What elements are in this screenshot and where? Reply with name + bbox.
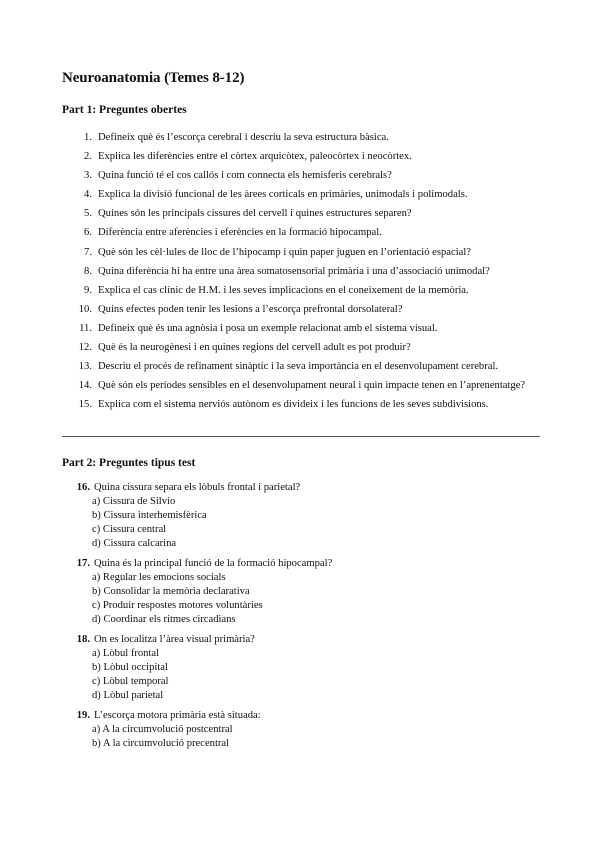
question-text: Quines són les principals cissures del cervell i quines estructures separen? [98, 208, 412, 220]
question-number: 18. [76, 634, 90, 645]
test-question [62, 481, 582, 495]
question-text: Defineix què és l’escorça cerebral i descriu la seva estructura bàsica. [98, 132, 389, 143]
question-text: Explica les diferències entre el còrtex arquicòtex, paleocòrtex i neocòrtex. [98, 151, 412, 163]
open-question-item [62, 185, 582, 204]
open-question-item [62, 262, 582, 281]
answer-option: c) Cissura central [92, 524, 167, 535]
question-text: L’escorça motora primària està situada: [94, 710, 261, 721]
question-text: Quina és la principal funció de la formació hipocampal? [94, 558, 333, 569]
open-question-item [62, 281, 582, 300]
test-question-item [62, 709, 582, 751]
question-number: 5. [84, 208, 92, 220]
question-number: 3. [84, 170, 92, 182]
open-question-item [62, 128, 582, 147]
question-number: 6. [84, 227, 92, 239]
question-text: Quina cissura separa els lòbuls frontal i parietal? [94, 482, 301, 493]
open-question-item [62, 357, 582, 376]
question-text: Explica com el sistema nerviós autònom es divideix i les funcions de les seves subdivisions. [98, 399, 489, 411]
question-number: 8. [84, 265, 92, 277]
test-question [62, 633, 582, 647]
open-question-item [62, 147, 582, 166]
open-questions-list [62, 128, 582, 414]
part1-heading: Part 1: Preguntes obertes [62, 104, 187, 116]
open-question-item [62, 319, 582, 338]
question-number: 4. [84, 189, 92, 201]
open-question-item [62, 338, 582, 357]
open-question-item [62, 300, 582, 319]
open-question-item [62, 243, 582, 262]
question-text: Explica la divisió funcional de les àrees corticals en primàries, unimodals i polimodals. [98, 189, 468, 201]
answer-option: a) A la circumvolució postcentral [92, 724, 233, 735]
open-question-item [62, 204, 582, 223]
question-number: 14. [78, 380, 92, 392]
answer-option: a) Regular les emocions socials [92, 572, 226, 583]
test-question [62, 557, 582, 571]
question-text: Descriu el procés de refinament sinàptic i la seva importància en el desenvolupament cerebral. [98, 361, 499, 373]
question-text: Explica el cas clínic de H.M. i les seves implicacions en el coneixement de la memòria. [98, 284, 469, 296]
question-text: Quina funció té el cos callós i com connecta els hemisferis cerebrals? [98, 170, 392, 182]
question-number: 16. [76, 482, 90, 493]
question-number: 2. [84, 151, 92, 163]
test-question-item [62, 557, 582, 627]
question-number: 17. [76, 558, 90, 569]
question-text: Què són les cèl·lules de lloc de l’hipocamp i quin paper juguen en l’orientació espacial? [98, 246, 472, 258]
open-question-item [62, 166, 582, 185]
question-number: 10. [78, 303, 92, 315]
question-text: Defineix què és una agnòsia i posa un exemple relacionat amb el sistema visual. [98, 322, 438, 334]
answer-option: d) Lòbul parietal [92, 690, 164, 701]
question-number: 9. [84, 284, 92, 296]
document-title: Neuroanatomia (Temes 8-12) [62, 70, 245, 86]
section-divider [62, 436, 540, 437]
answer-option: b) Lòbul occipital [92, 662, 168, 673]
question-text: Què són els períodes sensibles en el desenvolupament neural i quin impacte tenen en l’aprenentatge? [98, 380, 526, 392]
question-number: 7. [84, 246, 92, 258]
answer-option: b) A la circumvolució precentral [92, 738, 230, 749]
question-text: Quins efectes poden tenir les lesions a l’escorça prefrontal dorsolateral? [98, 303, 403, 315]
question-number: 15. [78, 399, 92, 411]
test-question-item [62, 481, 582, 551]
question-text: Diferència entre aferències i eferències en la formació hipocampal. [98, 227, 382, 239]
answer-option: c) Lòbul temporal [92, 676, 169, 687]
open-question-item [62, 223, 582, 242]
test-question-item [62, 633, 582, 703]
open-question-item [62, 376, 582, 395]
question-number: 12. [78, 342, 92, 354]
open-question-item [62, 395, 582, 414]
answer-option: a) Lòbul frontal [92, 648, 160, 659]
answer-option: d) Cissura calcarina [92, 538, 177, 549]
question-number: 19. [76, 710, 90, 721]
question-text: Quina diferència hi ha entre una àrea somatosensorial primària i una d’associació unimodal? [98, 265, 490, 277]
answer-option: b) Cissura interhemisfèrica [92, 510, 207, 521]
part2-heading: Part 2: Preguntes tipus test [62, 457, 196, 469]
answer-option: b) Consolidar la memòria declarativa [92, 586, 250, 597]
question-number: 13. [78, 361, 92, 373]
answer-option: a) Cissura de Silvio [92, 496, 176, 507]
answer-option: d) Coordinar els ritmes circadians [92, 614, 236, 625]
question-number: 1. [84, 132, 92, 143]
question-number: 11. [79, 322, 92, 334]
question-text: Què és la neurogènesi i en quines regions del cervell adult es pot produir? [98, 342, 411, 354]
test-questions-list [62, 481, 582, 757]
test-question [62, 709, 582, 723]
question-text: On es localitza l’àrea visual primària? [94, 634, 255, 645]
answer-option: c) Produir respostes motores voluntàries [92, 600, 263, 611]
